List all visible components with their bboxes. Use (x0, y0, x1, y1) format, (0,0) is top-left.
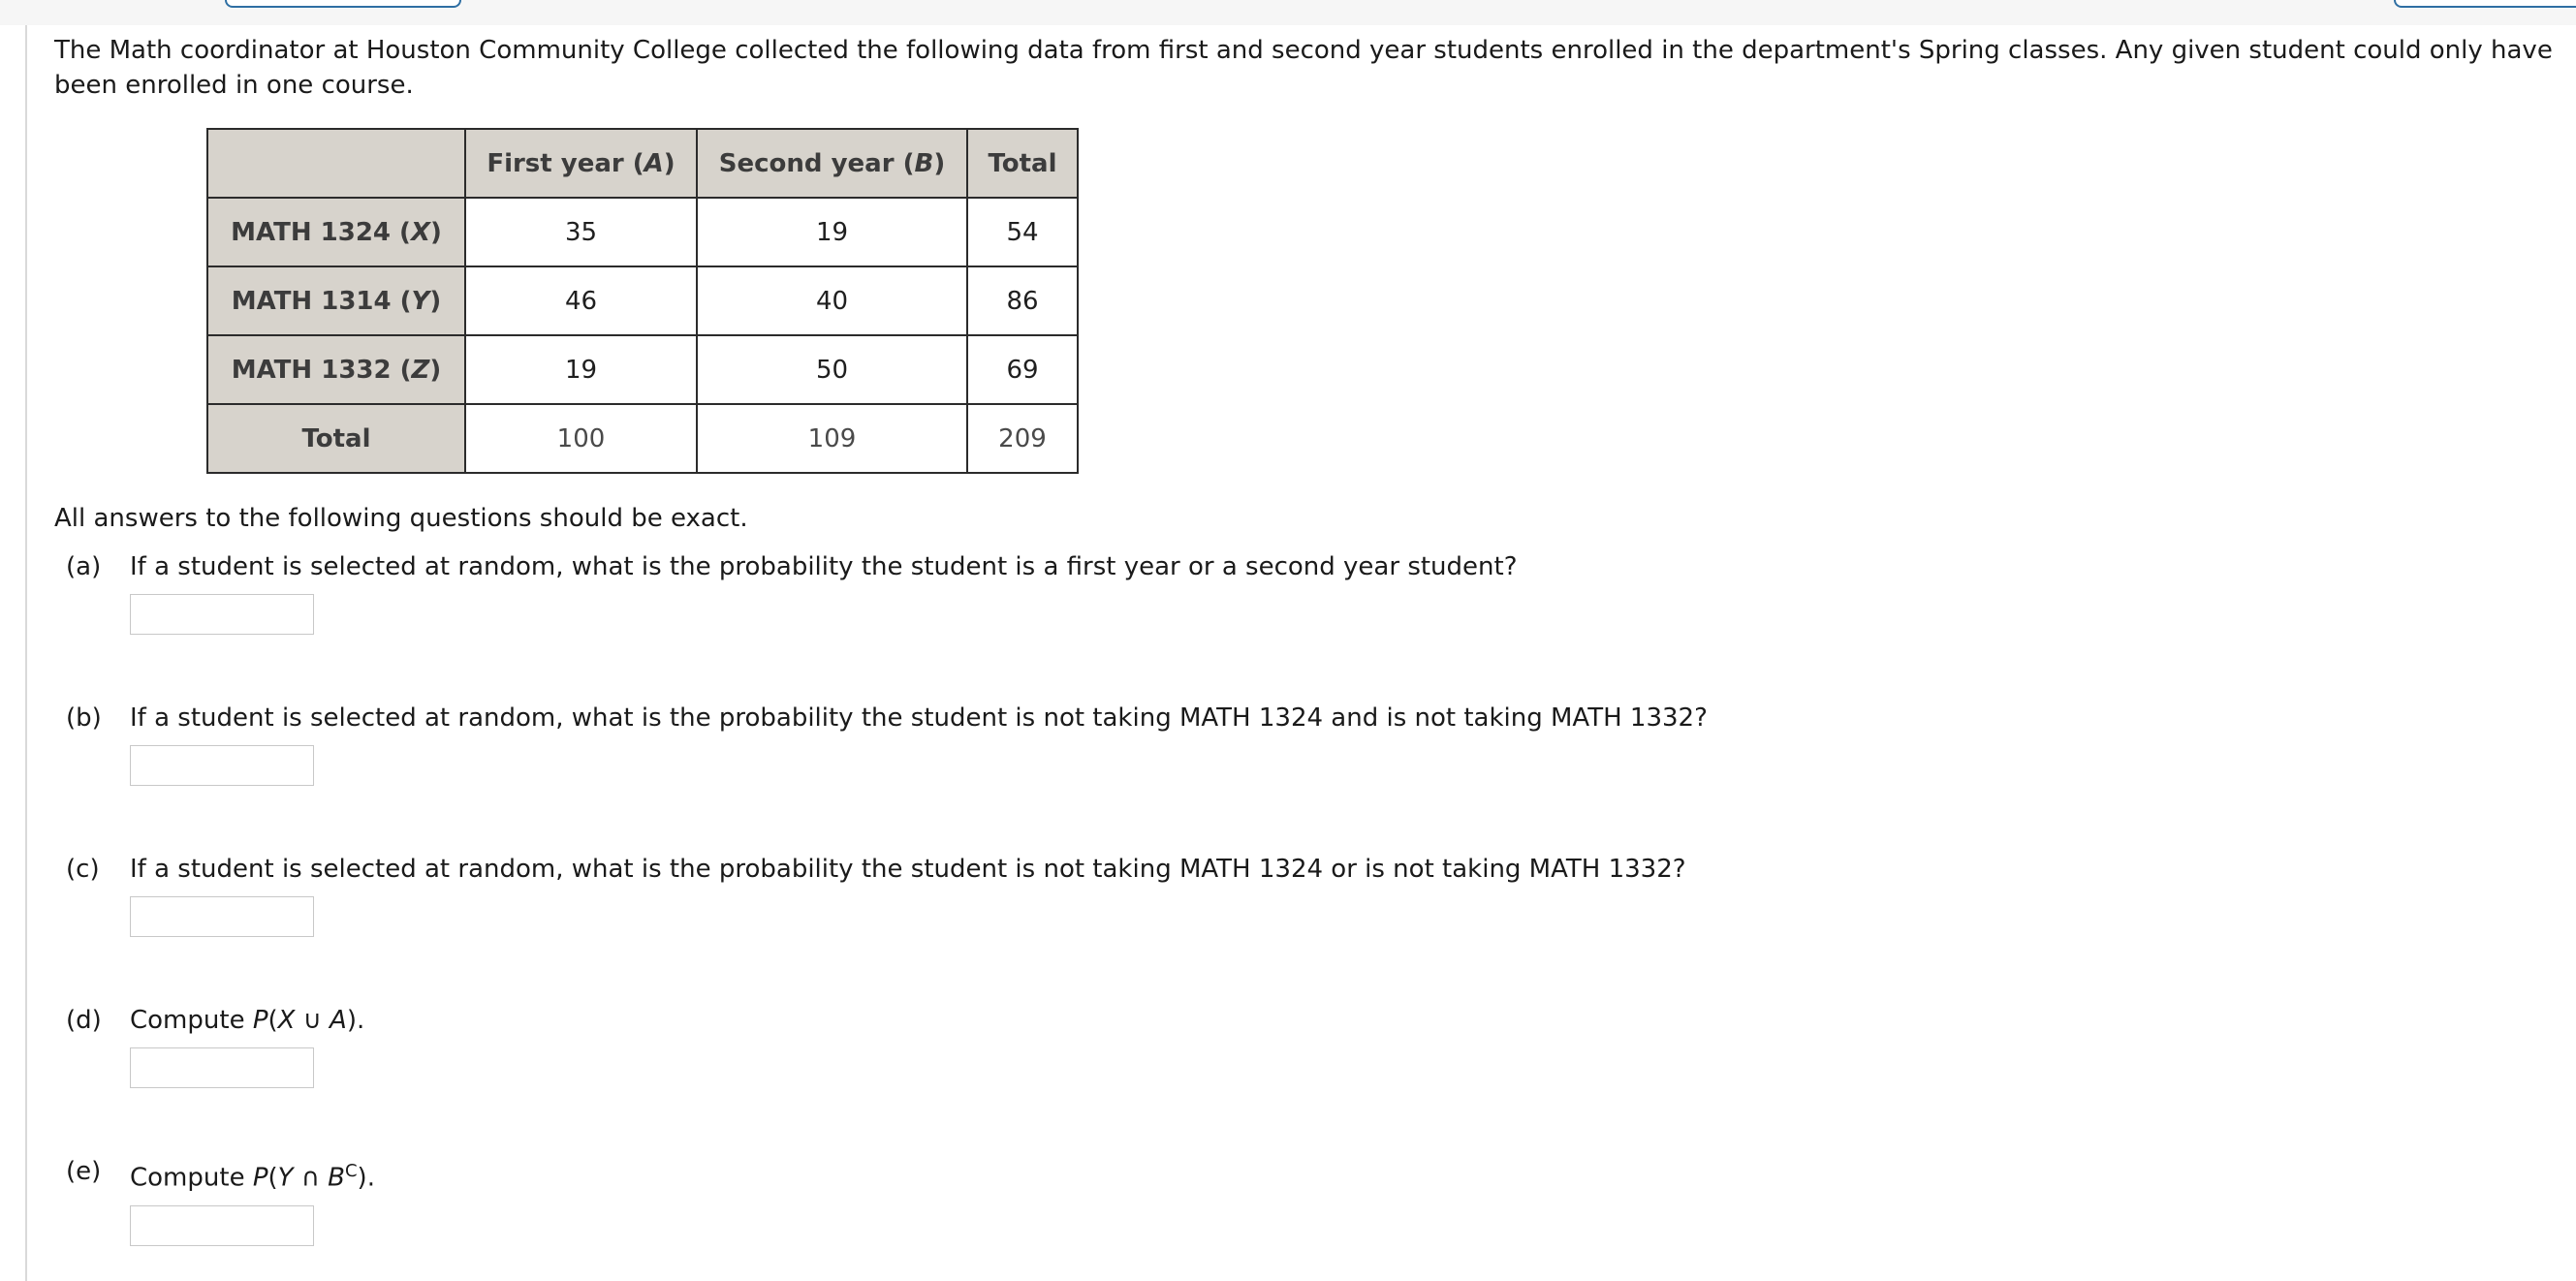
expr-var: A (330, 1006, 347, 1035)
header-second-close: ) (933, 148, 946, 178)
expr-paren: ( (267, 1163, 278, 1193)
question-letter: (e) (66, 1157, 102, 1186)
row-label-var: Y (411, 286, 430, 316)
row-label-math-1332 (207, 335, 465, 404)
row-label-var: Z (411, 355, 430, 385)
cell-value: 35 (465, 198, 697, 266)
question-spacer (54, 786, 2564, 838)
question-spacer (54, 937, 2564, 989)
cell-value: 209 (967, 404, 1078, 473)
question-text: If a student is selected at random, what is the probability the student is not taking MATH 1324 and is not taking MATH 1332? (130, 703, 1708, 733)
table-row (207, 335, 1078, 404)
expr-paren: ). (346, 1006, 365, 1035)
expr-var: Y (277, 1163, 294, 1193)
row-label-close: ) (429, 286, 442, 316)
question-letter: (b) (66, 703, 102, 733)
cell-value: 19 (697, 198, 967, 266)
row-label-close: ) (429, 355, 442, 385)
cell-value: 40 (697, 266, 967, 335)
question-content (54, 33, 2564, 1246)
cell-value: 46 (465, 266, 697, 335)
expr-paren: ). (357, 1163, 375, 1193)
answer-input-d[interactable] (130, 1047, 314, 1088)
header-second-var: B (914, 148, 934, 178)
prob-symbol: P (252, 1006, 268, 1035)
cell-value: 109 (697, 404, 967, 473)
cell-value: 19 (465, 335, 697, 404)
toolbar-button-left[interactable] (225, 0, 461, 8)
row-label-math-1314 (207, 266, 465, 335)
intro-text: The Math coordinator at Houston Community College collected the following data from first and second year students enrolled in the department's Spring classes. Any given student could only have been enrolled in one course. (54, 36, 2553, 100)
question-e (54, 1154, 2564, 1246)
left-border-rule (25, 25, 27, 1281)
question-text: If a student is selected at random, what is the probability the student is not taking MATH 1324 or is not taking MATH 1332? (130, 855, 1686, 884)
intersection-operator: ∩ (293, 1163, 329, 1193)
answer-input-c[interactable] (130, 896, 314, 937)
answer-input-e[interactable] (130, 1205, 314, 1246)
header-second-year (697, 129, 967, 198)
question-prefix: Compute (130, 1163, 253, 1193)
question-letter: (d) (66, 1006, 102, 1035)
header-first-var: A (644, 148, 664, 178)
table-total-row (207, 404, 1078, 473)
data-table (206, 128, 1079, 474)
question-spacer (54, 1088, 2564, 1140)
header-second-text: Second year ( (718, 148, 915, 178)
question-c (54, 852, 2564, 937)
question-text: If a student is selected at random, what is the probability the student is a first year or a second year student? (130, 552, 1518, 581)
header-total: Total (967, 129, 1078, 198)
row-label-close: ) (429, 217, 442, 247)
row-label-var: X (410, 217, 430, 247)
row-label-text: MATH 1332 ( (231, 355, 412, 385)
prob-symbol: P (252, 1163, 268, 1193)
question-a (54, 549, 2564, 635)
header-first-text: First year ( (487, 148, 644, 178)
header-first-year (465, 129, 697, 198)
answer-input-b[interactable] (130, 745, 314, 786)
cell-value: 54 (967, 198, 1078, 266)
table-corner-cell (207, 129, 465, 198)
toolbar-button-right[interactable] (2394, 0, 2576, 8)
question-text (130, 1154, 375, 1196)
complement-superscript: C (344, 1161, 358, 1181)
union-operator: ∪ (295, 1006, 330, 1035)
table-header-row (207, 129, 1078, 198)
question-spacer (54, 635, 2564, 687)
cell-value: 69 (967, 335, 1078, 404)
table-row (207, 198, 1078, 266)
expr-var: B (328, 1163, 345, 1193)
row-label-total: Total (207, 404, 465, 473)
question-prefix: Compute (130, 1006, 253, 1035)
header-first-close: ) (663, 148, 675, 178)
instructions-note: All answers to the following questions should be exact. (54, 504, 748, 533)
expr-paren: ( (267, 1006, 278, 1035)
row-label-text: MATH 1324 ( (231, 217, 411, 247)
expr-var: X (277, 1006, 296, 1035)
question-letter: (a) (66, 552, 102, 581)
row-label-text: MATH 1314 ( (231, 286, 412, 316)
question-letter: (c) (66, 855, 100, 884)
cell-value: 86 (967, 266, 1078, 335)
cell-value: 50 (697, 335, 967, 404)
question-b (54, 701, 2564, 786)
cell-value: 100 (465, 404, 697, 473)
row-label-math-1324 (207, 198, 465, 266)
question-text (130, 1003, 364, 1038)
answer-input-a[interactable] (130, 594, 314, 635)
question-d (54, 1003, 2564, 1088)
table-row (207, 266, 1078, 335)
